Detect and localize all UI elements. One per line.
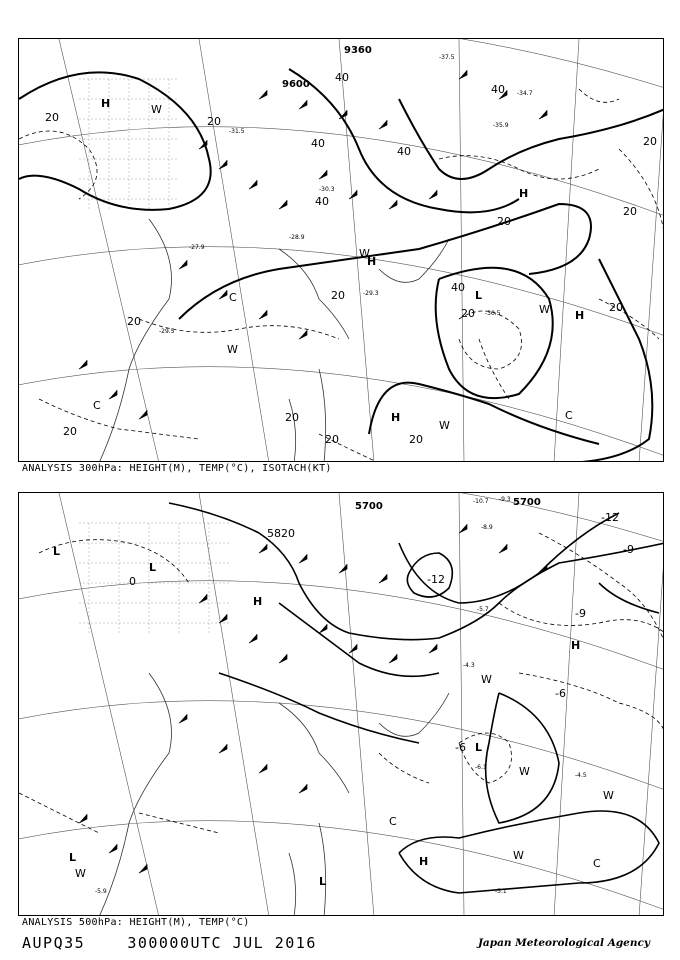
low-center-b: L bbox=[149, 561, 157, 574]
temp-label-f: -4.3 bbox=[463, 662, 475, 669]
temp-label-i: -27.9 bbox=[189, 244, 205, 251]
temp-label-j: -28.9 bbox=[289, 234, 305, 241]
temp-label-h: -29.5 bbox=[159, 328, 175, 335]
map-300hpa-canvas bbox=[19, 39, 664, 462]
isotherm-label-12-b: -12 bbox=[427, 573, 445, 586]
low-center-d: L bbox=[69, 851, 77, 864]
warm-center-b: W bbox=[513, 849, 524, 862]
temp-label-d: -30.3 bbox=[319, 186, 335, 193]
longitude-lines bbox=[59, 493, 664, 916]
isotach-label-20-d: 20 bbox=[623, 205, 637, 218]
low-center: L bbox=[475, 289, 483, 302]
warm-center-c: W bbox=[481, 673, 492, 686]
height-label-9360: 9360 bbox=[344, 45, 372, 56]
wind-barbs bbox=[79, 70, 547, 419]
temp-label-i: -5.1 bbox=[495, 888, 507, 895]
isotach-label-20-g: 20 bbox=[461, 307, 475, 320]
isotherm-label-9-b: -9 bbox=[575, 607, 586, 620]
height-contours bbox=[169, 503, 664, 893]
temp-label: -10.7 bbox=[473, 498, 489, 505]
latitude-lines bbox=[19, 493, 664, 916]
isotach-label-40-f: 40 bbox=[451, 281, 465, 294]
temp-label: -37.5 bbox=[439, 54, 455, 61]
high-center: H bbox=[253, 595, 263, 608]
agency-name: Japan Meteorological Agency bbox=[477, 937, 650, 949]
isotherm-contours bbox=[19, 533, 664, 833]
isotach-label-40-e: 40 bbox=[315, 195, 329, 208]
isotach-label-20-j: 20 bbox=[63, 425, 77, 438]
isotach-label-40: 40 bbox=[335, 71, 349, 84]
height-label-9600: 9600 bbox=[282, 79, 310, 90]
height-contours bbox=[19, 69, 664, 462]
latitude-lines bbox=[19, 39, 664, 462]
cold-center: C bbox=[389, 815, 397, 828]
temp-label-e: -4.5 bbox=[575, 772, 587, 779]
isotach-label-40-d: 40 bbox=[491, 83, 505, 96]
isotherm-label-0: 0 bbox=[129, 575, 136, 588]
isotach-label-20-k: 20 bbox=[285, 411, 299, 424]
coastlines bbox=[99, 219, 449, 462]
low-center-c: L bbox=[475, 741, 483, 754]
caption-500hpa: ANALYSIS 500hPa: HEIGHT(M), TEMP(°C) bbox=[22, 917, 250, 928]
low-center: L bbox=[53, 545, 61, 558]
isotherm-label-6: -6 bbox=[555, 687, 566, 700]
low-center-e: L bbox=[319, 875, 327, 888]
warm-center: W bbox=[151, 103, 162, 116]
temp-label-c: -8.9 bbox=[481, 524, 493, 531]
temp-label-h: -5.9 bbox=[95, 888, 107, 895]
cold-center-b: C bbox=[93, 399, 101, 412]
high-center-c: H bbox=[419, 855, 429, 868]
temp-label-g: -31.5 bbox=[229, 128, 245, 135]
caption-300hpa: ANALYSIS 300hPa: HEIGHT(M), TEMP(°C), ISOTACH(KT) bbox=[22, 463, 332, 474]
temp-label-g: -6.1 bbox=[475, 764, 487, 771]
high-center: H bbox=[101, 97, 111, 110]
isotach-label-20-c: 20 bbox=[497, 215, 511, 228]
map-300hpa bbox=[18, 38, 664, 462]
high-center-b: H bbox=[571, 639, 581, 652]
warm-center-b: W bbox=[227, 343, 238, 356]
isotherm-label-6-b: -6 bbox=[455, 741, 466, 754]
isotherm-label-12: -12 bbox=[601, 511, 619, 524]
terrain-hatch bbox=[79, 79, 179, 209]
isotherm-label-9: -9 bbox=[623, 543, 634, 556]
map-500hpa bbox=[18, 492, 664, 916]
cold-center: C bbox=[229, 291, 237, 304]
warm-center-c: W bbox=[539, 303, 550, 316]
high-center-d: H bbox=[575, 309, 585, 322]
high-center-e: H bbox=[391, 411, 401, 424]
high-center-b: H bbox=[367, 255, 377, 268]
bulletin-datetime: 300000UTC JUL 2016 bbox=[127, 934, 317, 952]
isotach-label-20-i: 20 bbox=[127, 315, 141, 328]
coastlines bbox=[99, 673, 449, 916]
isotach-label-20-b: 20 bbox=[207, 115, 221, 128]
temp-label-e: -29.3 bbox=[363, 290, 379, 297]
isotach-label-20: 20 bbox=[45, 111, 59, 124]
warm-center: W bbox=[519, 765, 530, 778]
warm-center-e: W bbox=[75, 867, 86, 880]
isotach-label-40-c: 40 bbox=[397, 145, 411, 158]
temp-label-f: -30.5 bbox=[485, 310, 501, 317]
bulletin-code: AUPQ35 bbox=[22, 934, 86, 952]
isotach-label-20-h: 20 bbox=[609, 301, 623, 314]
temp-label-d: -5.7 bbox=[477, 606, 489, 613]
warm-center-d: W bbox=[359, 247, 370, 260]
map-500hpa-canvas bbox=[19, 493, 664, 916]
height-label-5820: 5820 bbox=[267, 527, 295, 540]
temp-label-b: -9.3 bbox=[499, 496, 511, 503]
height-label-5700-b: 5700 bbox=[513, 497, 541, 508]
high-center-c: H bbox=[519, 187, 529, 200]
warm-center-d: W bbox=[603, 789, 614, 802]
isotach-contours bbox=[19, 89, 664, 462]
isotach-label-20-m: 20 bbox=[409, 433, 423, 446]
temp-label-c: -35.9 bbox=[493, 122, 509, 129]
cold-center-b: C bbox=[593, 857, 601, 870]
height-label-5700: 5700 bbox=[355, 501, 383, 512]
bulletin-header bbox=[22, 934, 317, 952]
isotach-label-20-l: 20 bbox=[325, 433, 339, 446]
isotach-label-40-b: 40 bbox=[311, 137, 325, 150]
isotach-label-20-f: 20 bbox=[331, 289, 345, 302]
cold-center-c: C bbox=[565, 409, 573, 422]
isotach-label-20-e: 20 bbox=[643, 135, 657, 148]
warm-center-e: W bbox=[439, 419, 450, 432]
temp-label-b: -34.7 bbox=[517, 90, 533, 97]
